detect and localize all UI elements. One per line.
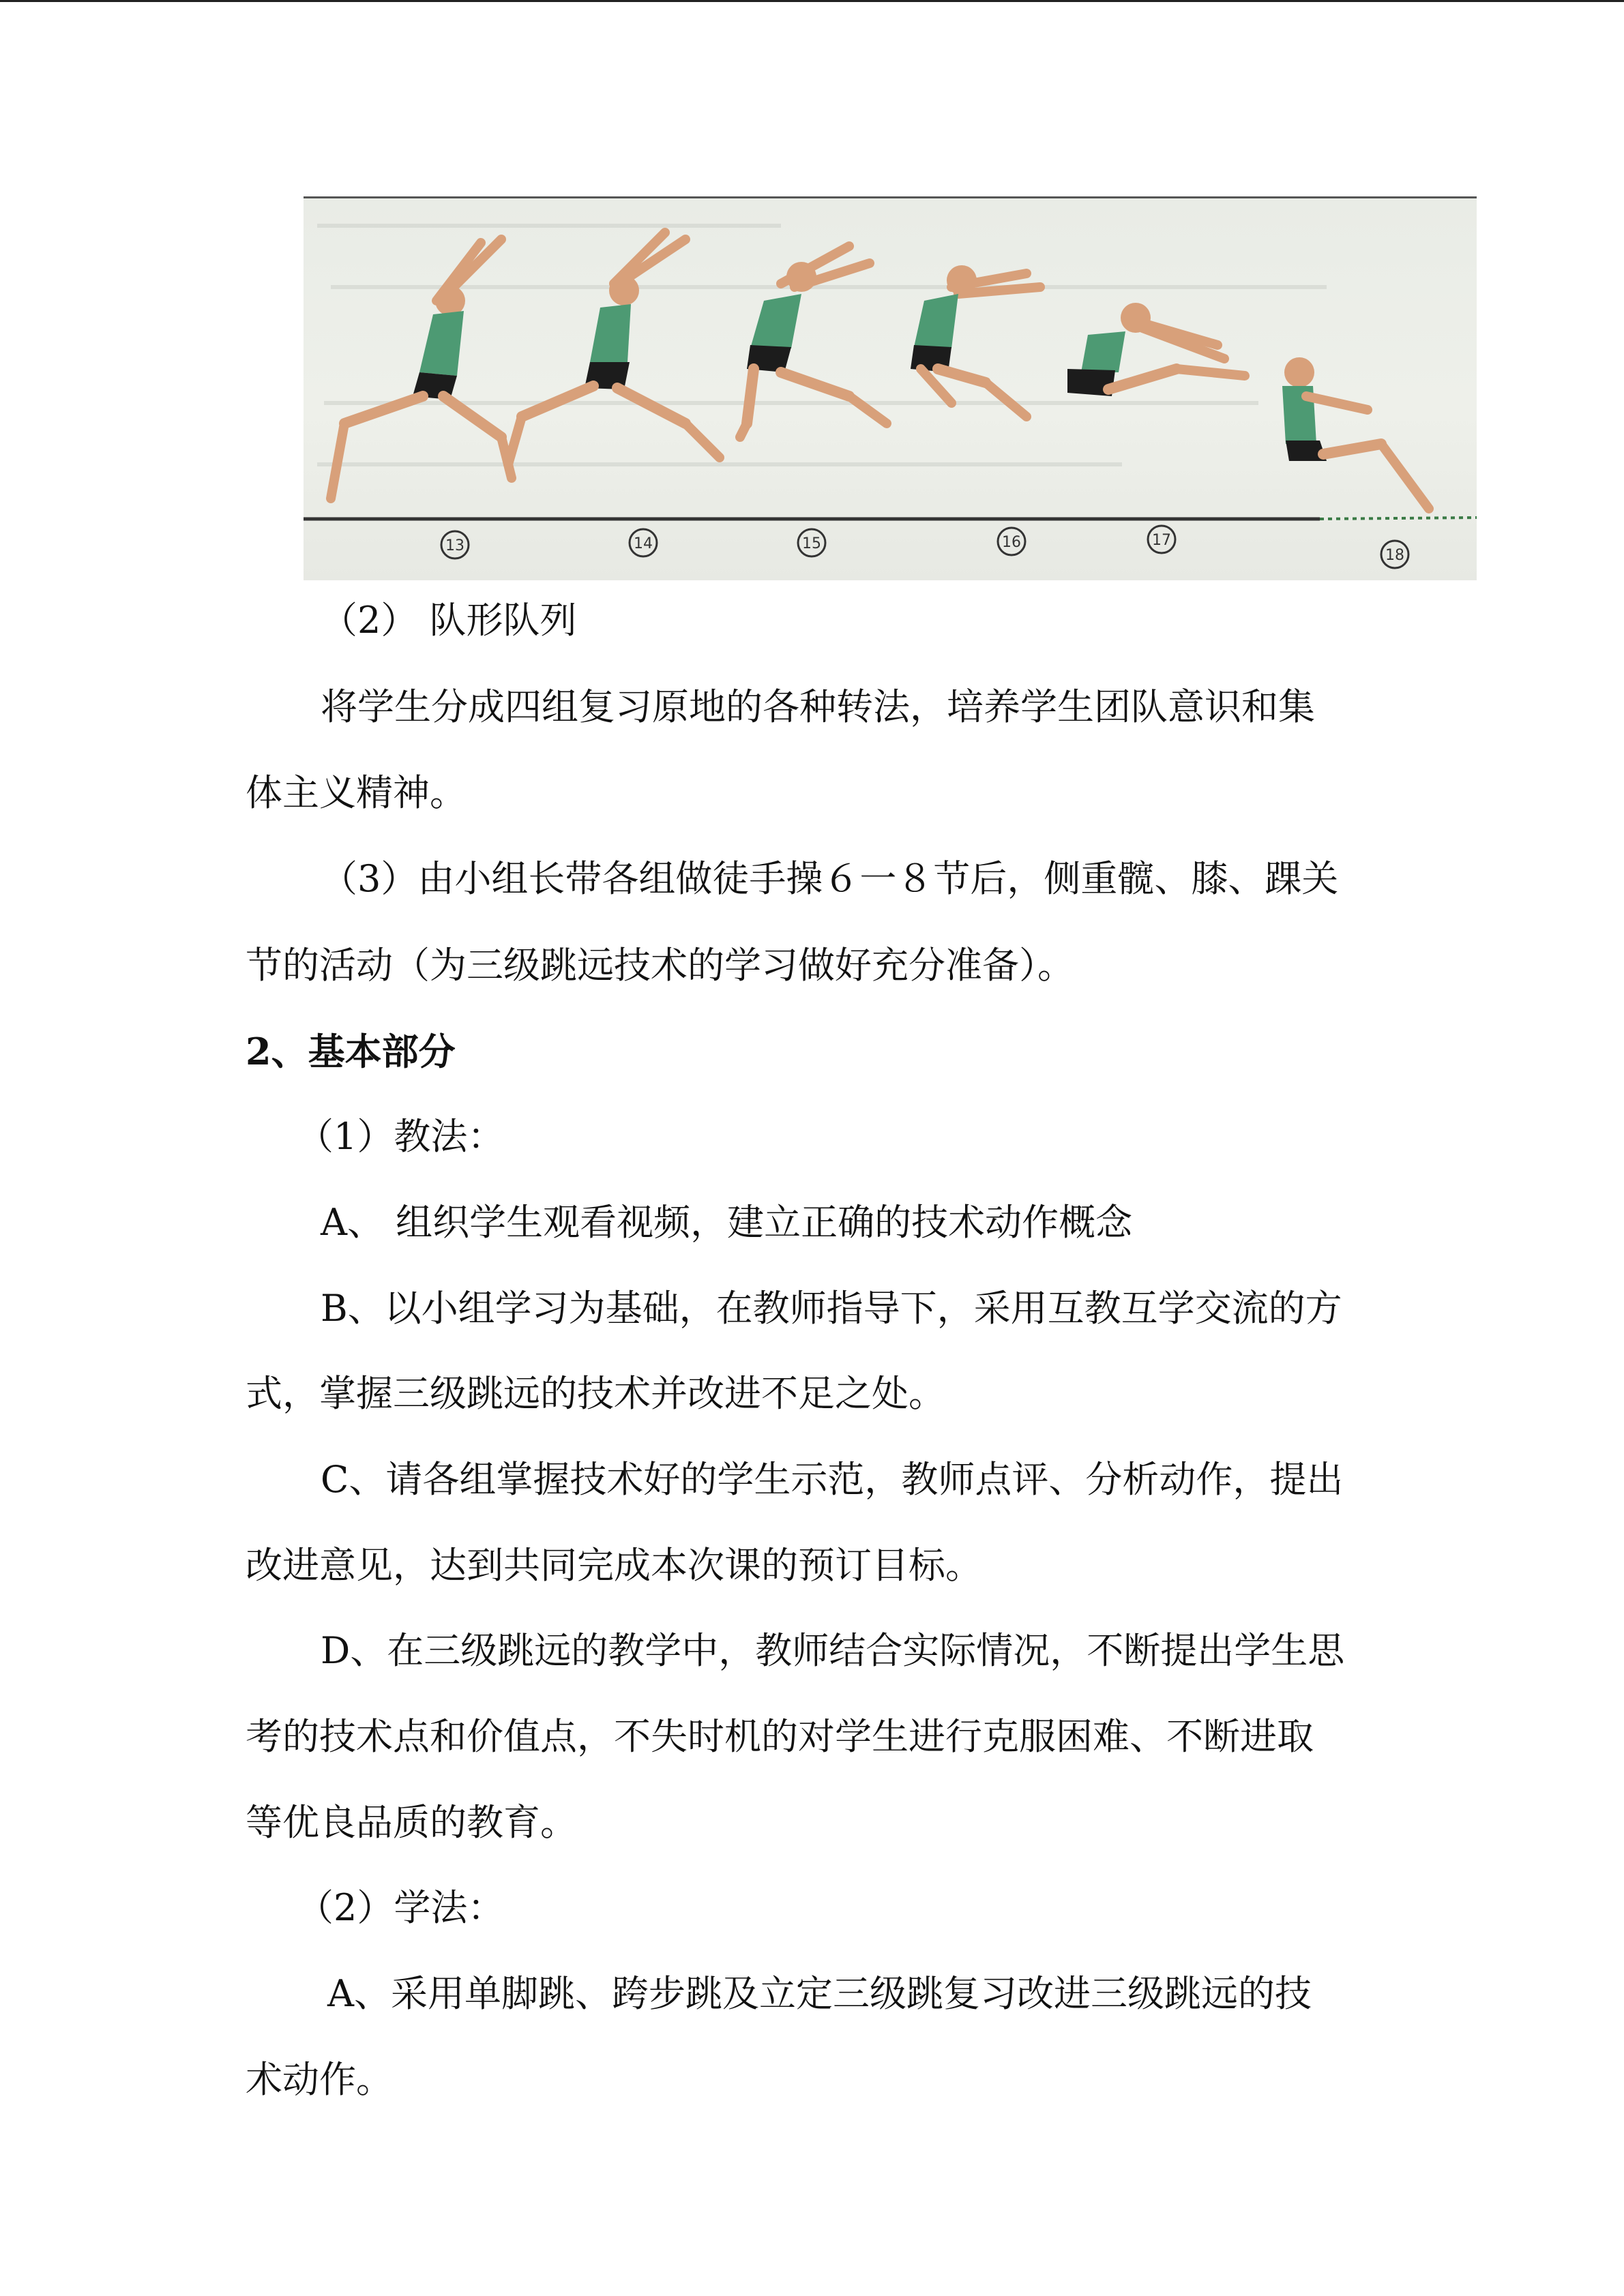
jumper-frame-18 — [1282, 357, 1429, 509]
paragraph-line: 考的技术点和价值点，不失时机的对学生进行克服困难、不断进取 — [246, 1715, 1314, 1758]
long-jump-illustration — [304, 198, 1477, 580]
paragraph-line: 节的活动（为三级跳远技术的学习做好充分准备）。 — [246, 944, 1074, 987]
subheading-formation-drill: （2） 队形队列 — [321, 599, 577, 642]
paragraph-line: 式，掌握三级跳远的技术并改进不足之处。 — [246, 1372, 945, 1415]
paragraph-line: 改进意见，达到共同完成本次课的预订目标。 — [246, 1544, 982, 1587]
paragraph-line: 体主义精神。 — [246, 771, 467, 814]
frame-number-17: 17 — [1152, 532, 1171, 549]
paragraph-line: 等优良品质的教育。 — [246, 1801, 577, 1844]
paragraph-line: （3）由小组长带各组做徒手操６一８节后，侧重髋、膝、踝关 — [321, 857, 1339, 900]
frame-number-14: 14 — [634, 535, 653, 552]
jumper-frame-13 — [331, 239, 512, 498]
long-jump-sequence-figure — [304, 196, 1477, 580]
page-top-border — [0, 0, 1624, 2]
frame-number-16: 16 — [1002, 534, 1021, 551]
paragraph-line: B、以小组学习为基础，在教师指导下，采用互教互学交流的方 — [321, 1287, 1342, 1330]
frame-number-18: 18 — [1385, 547, 1404, 564]
paragraph-line: A、采用单脚跳、跨步跳及立定三级跳复习改进三级跳远的技 — [327, 1972, 1312, 2015]
paragraph-line: 术动作。 — [246, 2058, 393, 2101]
jumper-frame-15 — [740, 246, 887, 437]
jumper-frame-17 — [1067, 303, 1245, 396]
frame-number-13: 13 — [445, 537, 464, 554]
section-heading-basic-part: 2、基本部分 — [246, 1030, 456, 1073]
frame-number-15: 15 — [802, 535, 821, 552]
paragraph-line: D、在三级跳远的教学中，教师结合实际情况，不断提出学生思 — [321, 1629, 1345, 1672]
paragraph-line: C、请各组掌握技术好的学生示范，教师点评、分析动作，提出 — [321, 1458, 1344, 1501]
paragraph-line: 将学生分成四组复习原地的各种转法，培养学生团队意识和集 — [321, 685, 1315, 728]
subheading-teaching-method: （1）教法： — [297, 1115, 505, 1158]
paragraph-line: A、 组织学生观看视频，建立正确的技术动作概念 — [321, 1201, 1133, 1244]
subheading-learning-method: （2）学法： — [297, 1886, 505, 1929]
jumper-frame-14 — [508, 233, 720, 464]
